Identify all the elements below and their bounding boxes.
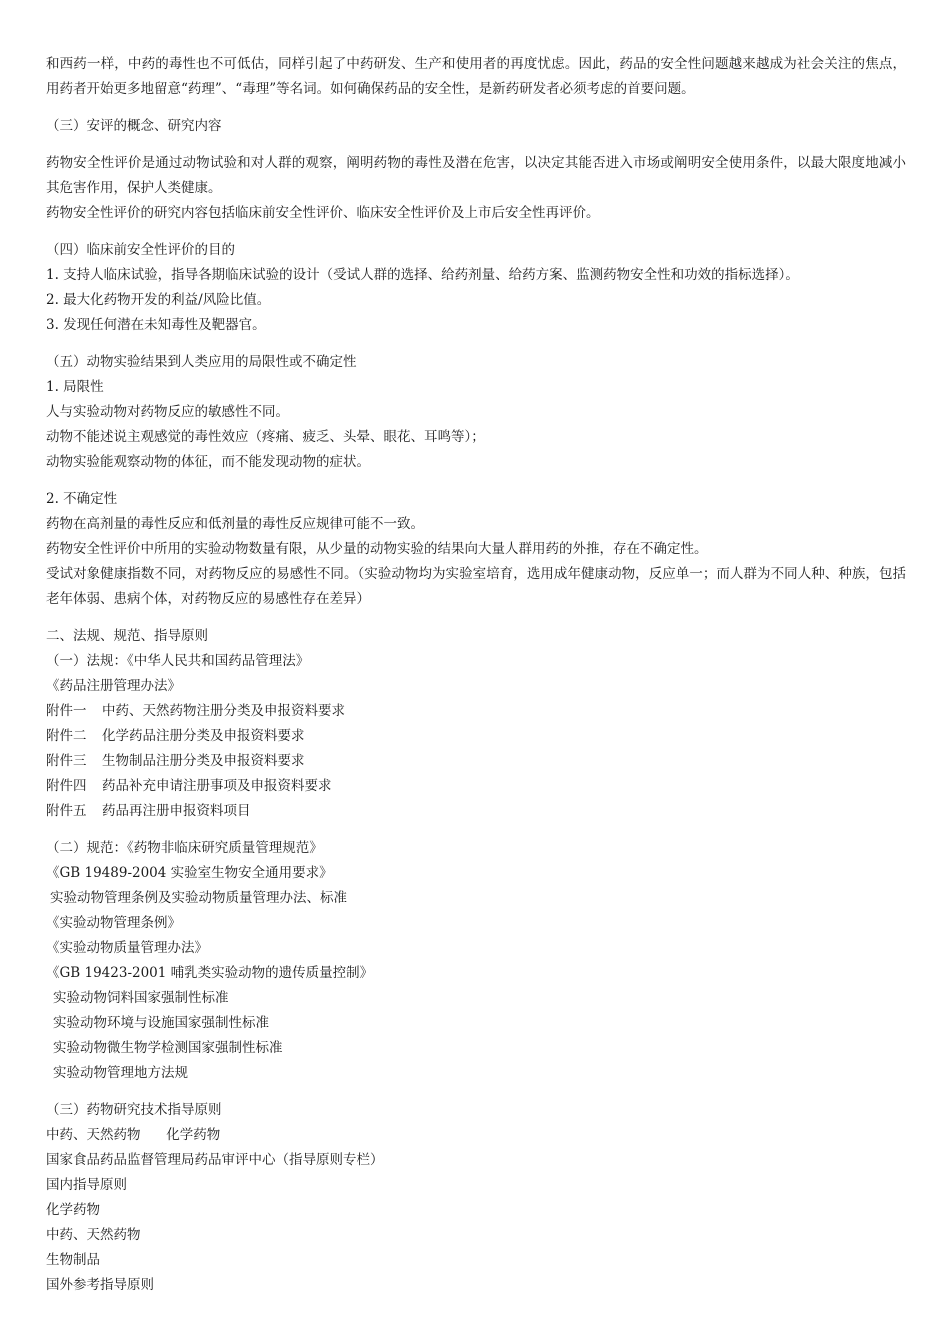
list-item: 1. 支持人临床试验，指导各期临床试验的设计（受试人群的选择、给药剂量、给药方案、监测药物安全性和功效的指标选择）。 xyxy=(46,267,799,283)
attachment-text: 中药、天然药物注册分类及申报资料要求 xyxy=(102,703,345,719)
heading-preclinical-purpose: （四）临床前安全性评价的目的 xyxy=(46,242,235,258)
list-item: 3. 发现任何潜在未知毒性及靶器官。 xyxy=(46,317,266,333)
list-item: 实验动物饲料国家强制性标准 xyxy=(53,990,229,1006)
attachment-text: 药品再注册申报资料项目 xyxy=(102,803,251,819)
paragraph-research-content: 药物安全性评价的研究内容包括临床前安全性评价、临床安全性评价及上市后安全性再评价。 xyxy=(46,205,600,221)
attachment-number: 附件四 xyxy=(46,778,87,794)
list-item: 实验动物微生物学检测国家强制性标准 xyxy=(53,1040,283,1056)
list-item: 中药、天然药物 xyxy=(46,1227,141,1243)
list-item: 动物实验能观察动物的体征，而不能发现动物的症状。 xyxy=(46,454,370,470)
attachment-number: 附件二 xyxy=(46,728,87,744)
attachment-row xyxy=(46,799,906,824)
list-item: 实验动物环境与设施国家强制性标准 xyxy=(53,1015,269,1031)
heading-norms: （二）规范：《药物非临床研究质量管理规范》 xyxy=(46,840,323,856)
paragraph-definition: 药物安全性评价是通过动物试验和对人群的观察，阐明药物的毒性及潜在危害，以决定其能否进入市场或阐明安全使用条件，以最大限度地减小其危害作用，保护人类健康。 xyxy=(46,155,906,196)
subheading-uncertainty: 2. 不确定性 xyxy=(46,491,118,507)
subheading-limitation: 1. 局限性 xyxy=(46,379,104,395)
list-item: 人与实验动物对药物反应的敏感性不同。 xyxy=(46,404,289,420)
attachment-row xyxy=(46,699,906,724)
attachment-text: 生物制品注册分类及申报资料要求 xyxy=(102,753,305,769)
attachment-number: 附件一 xyxy=(46,703,87,719)
list-item: 《实验动物质量管理办法》 xyxy=(46,940,208,956)
law-title: 《药品注册管理办法》 xyxy=(46,678,181,694)
list-item: 实验动物管理地方法规 xyxy=(53,1065,188,1081)
heading-laws: （一）法规：《中华人民共和国药品管理法》 xyxy=(46,653,310,669)
attachment-row xyxy=(46,724,906,749)
list-item: 《GB 19423-2001 哺乳类实验动物的遗传质量控制》 xyxy=(46,965,374,981)
list-item: 国家食品药品监督管理局药品审评中心（指导原则专栏） xyxy=(46,1152,384,1168)
list-item: 生物制品 xyxy=(46,1252,100,1268)
guideline-categories: 中药、天然药物 化学药物 xyxy=(46,1127,221,1143)
document-page xyxy=(46,52,906,1298)
list-item: 化学药物 xyxy=(46,1202,100,1218)
list-item: 动物不能述说主观感觉的毒性效应（疼痛、疲乏、头晕、眼花、耳鸣等）； xyxy=(46,429,485,445)
attachment-text: 化学药品注册分类及申报资料要求 xyxy=(102,728,305,744)
heading-limitations: （五）动物实验结果到人类应用的局限性或不确定性 xyxy=(46,354,357,370)
heading-safety-evaluation-concept: （三）安评的概念、研究内容 xyxy=(46,118,222,134)
attachment-row xyxy=(46,749,906,774)
attachment-row xyxy=(46,774,906,799)
list-item: 国内指导原则 xyxy=(46,1177,127,1193)
list-item: 《实验动物管理条例》 xyxy=(46,915,181,931)
list-item: 药物在高剂量的毒性反应和低剂量的毒性反应规律可能不一致。 xyxy=(46,516,424,532)
list-item xyxy=(46,1123,906,1148)
attachment-number: 附件五 xyxy=(46,803,87,819)
list-item: 药物安全性评价中所用的实验动物数量有限，从少量的动物实验的结果向大量人群用药的外推，存在不确定性。 xyxy=(46,541,708,557)
heading-guidelines: （三）药物研究技术指导原则 xyxy=(46,1102,222,1118)
list-item: 2. 最大化药物开发的利益/风险比值。 xyxy=(46,292,271,308)
attachment-number: 附件三 xyxy=(46,753,87,769)
paragraph-intro: 和西药一样，中药的毒性也不可低估，同样引起了中药研发、生产和使用者的再度忧虑。因此，药品的安全性问题越来越成为社会关注的焦点，用药者开始更多地留意“药理”、“毒理”等名词。如何确保药品的安全性，是新药研发者必须考虑的首要问题。 xyxy=(46,56,906,97)
list-item: 《GB 19489-2004 实验室生物安全通用要求》 xyxy=(46,865,333,881)
section-heading-regulations: 二、法规、规范、指导原则 xyxy=(46,628,208,644)
list-item: 实验动物管理条例及实验动物质量管理办法、标准 xyxy=(50,890,347,906)
list-item: 受试对象健康指数不同，对药物反应的易感性不同。（实验动物均为实验室培育，选用成年健康动物，反应单一；而人群为不同人种、种族，包括老年体弱、患病个体，对药物反应的易感性存在差异） xyxy=(46,566,906,607)
attachment-text: 药品补充申请注册事项及申报资料要求 xyxy=(102,778,332,794)
list-item: 国外参考指导原则 xyxy=(46,1277,154,1293)
